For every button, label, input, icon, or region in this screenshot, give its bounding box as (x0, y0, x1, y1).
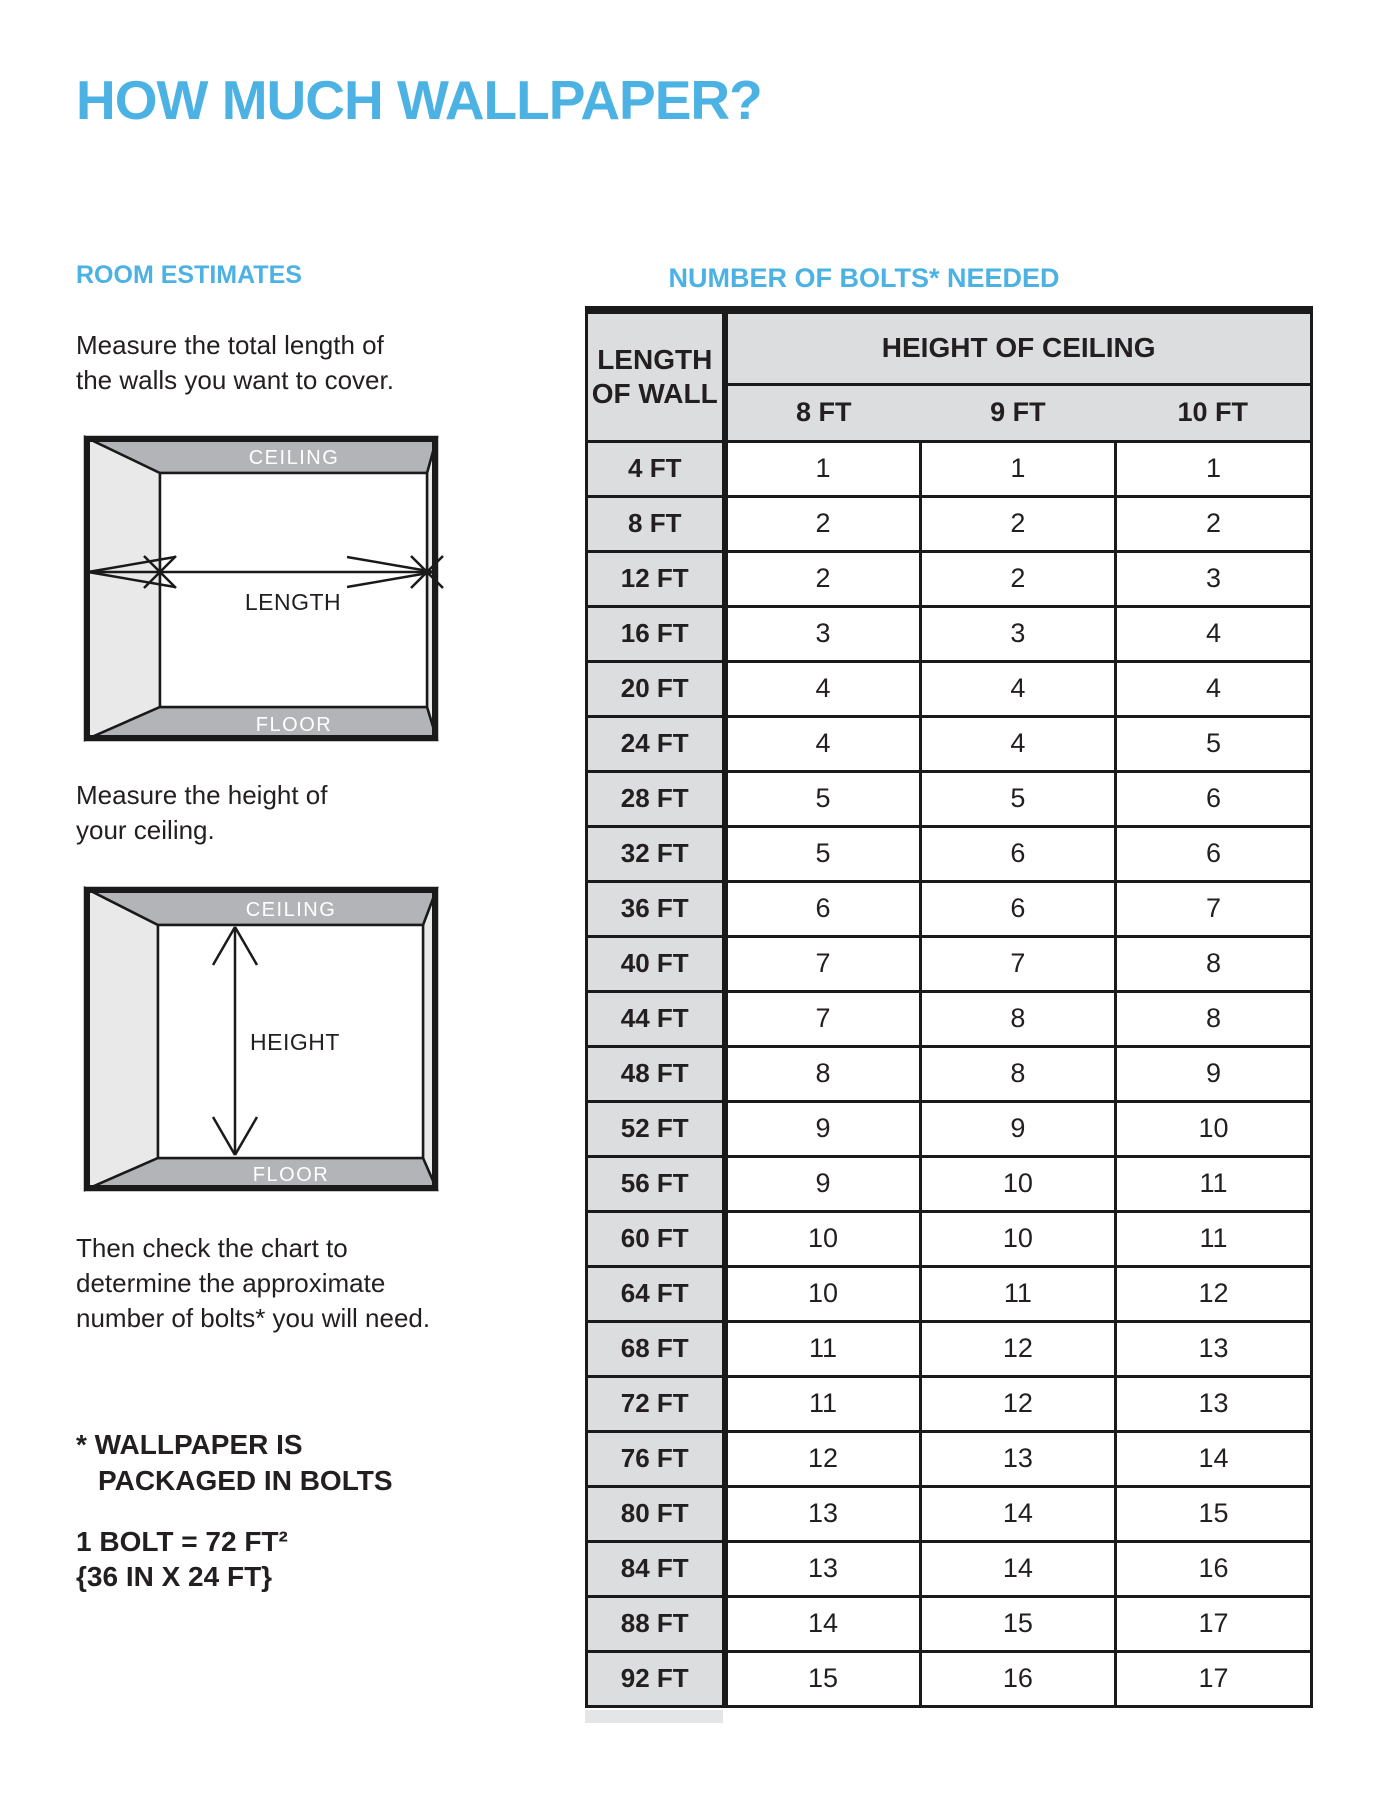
bolt-count-cell: 5 (725, 771, 921, 826)
bolt-count-cell: 14 (1116, 1431, 1312, 1486)
wall-length-cell: 36 FT (587, 881, 725, 936)
table-row (587, 1486, 1312, 1541)
bolt-count-cell: 9 (725, 1156, 921, 1211)
wall-length-cell: 92 FT (587, 1651, 725, 1706)
table-row (587, 1651, 1312, 1706)
wallpaper-footnote-line1: * WALLPAPER IS (76, 1429, 303, 1460)
bolt-count-cell: 4 (920, 716, 1116, 771)
height-label: HEIGHT (250, 1029, 340, 1055)
bolt-spec-line2: {36 IN X 24 FT} (76, 1561, 273, 1592)
bolt-count-cell: 13 (920, 1431, 1116, 1486)
bolt-count-cell: 3 (725, 606, 921, 661)
instruction-step3 (76, 1231, 430, 1336)
bolt-count-cell: 2 (725, 496, 921, 551)
instruction-step1-line2: the walls you want to cover. (76, 365, 394, 395)
table-row (587, 1321, 1312, 1376)
column-header-9ft: 9 FT (920, 384, 1116, 441)
bolt-count-cell: 14 (920, 1541, 1116, 1596)
bolt-count-cell: 8 (1116, 936, 1312, 991)
instruction-step1-line1: Measure the total length of (76, 330, 384, 360)
bolt-count-cell: 2 (920, 496, 1116, 551)
table-row (587, 1046, 1312, 1101)
bolt-count-cell: 9 (1116, 1046, 1312, 1101)
bolt-count-cell: 8 (920, 991, 1116, 1046)
room-length-diagram (85, 437, 437, 740)
bolt-count-cell: 10 (1116, 1101, 1312, 1156)
bolt-count-cell: 8 (725, 1046, 921, 1101)
wall-length-cell: 84 FT (587, 1541, 725, 1596)
bolt-count-cell: 2 (725, 551, 921, 606)
wall-length-cell: 64 FT (587, 1266, 725, 1321)
bolt-count-cell: 17 (1116, 1651, 1312, 1706)
header-row-group (587, 310, 1312, 384)
bolt-count-cell: 11 (725, 1321, 921, 1376)
table-row (587, 1596, 1312, 1651)
bolt-count-cell: 4 (1116, 661, 1312, 716)
wall-length-cell: 80 FT (587, 1486, 725, 1541)
bolt-count-cell: 9 (920, 1101, 1116, 1156)
bolt-count-cell: 8 (920, 1046, 1116, 1101)
table-row (587, 1431, 1312, 1486)
bolt-count-cell: 12 (920, 1321, 1116, 1376)
table-row (587, 991, 1312, 1046)
wall-length-cell: 48 FT (587, 1046, 725, 1101)
room-height-diagram (85, 888, 437, 1190)
wall-length-cell: 20 FT (587, 661, 725, 716)
wall-length-cell: 60 FT (587, 1211, 725, 1266)
table-row (587, 551, 1312, 606)
bolt-count-cell: 15 (725, 1651, 921, 1706)
bolt-count-cell: 8 (1116, 991, 1312, 1046)
wall-length-cell: 40 FT (587, 936, 725, 991)
bolt-count-cell: 16 (920, 1651, 1116, 1706)
bolt-count-cell: 14 (920, 1486, 1116, 1541)
bolt-count-cell: 4 (1116, 606, 1312, 661)
bolt-count-cell: 15 (920, 1596, 1116, 1651)
wall-length-cell: 56 FT (587, 1156, 725, 1211)
bolt-count-cell: 4 (920, 661, 1116, 716)
length-label: LENGTH (244, 589, 342, 615)
bolt-count-cell: 11 (1116, 1211, 1312, 1266)
bolt-count-cell: 3 (920, 606, 1116, 661)
table-row (587, 661, 1312, 716)
bolt-table-heading: NUMBER OF BOLTS* NEEDED (668, 263, 1060, 293)
wall-length-cell: 76 FT (587, 1431, 725, 1486)
bolt-count-cell: 10 (725, 1266, 921, 1321)
left-wall (85, 437, 160, 740)
instruction-step2-line2: your ceiling. (76, 815, 215, 845)
bolt-count-cell: 10 (920, 1156, 1116, 1211)
bolt-count-cell: 12 (1116, 1266, 1312, 1321)
wall-length-cell: 24 FT (587, 716, 725, 771)
bolt-count-cell: 2 (920, 551, 1116, 606)
instruction-step2-line1: Measure the height of (76, 780, 328, 810)
length-of-wall-header (587, 310, 725, 441)
page-title: HOW MUCH WALLPAPER? (76, 69, 762, 131)
bolt-count-cell: 7 (1116, 881, 1312, 936)
length-of-wall-header-line1: LENGTH (597, 343, 713, 375)
table-row (587, 881, 1312, 936)
table-row (587, 606, 1312, 661)
wallpaper-footnote (76, 1427, 393, 1499)
bolt-count-cell: 4 (725, 661, 921, 716)
bolt-count-cell: 7 (920, 936, 1116, 991)
wall-length-cell: 32 FT (587, 826, 725, 881)
bolt-table (585, 306, 1313, 1708)
bolt-count-cell: 6 (1116, 771, 1312, 826)
instruction-step2 (76, 778, 328, 848)
bolt-count-cell: 1 (725, 441, 921, 496)
table-row (587, 1266, 1312, 1321)
table-row (587, 496, 1312, 551)
length-of-wall-header-line2: OF WALL (591, 377, 718, 409)
instruction-step3-line2: determine the approximate (76, 1268, 386, 1298)
instruction-step1 (76, 328, 394, 398)
bolt-count-cell: 4 (725, 716, 921, 771)
bolt-count-cell: 1 (920, 441, 1116, 496)
bolt-count-cell: 7 (725, 991, 921, 1046)
wall-length-cell: 28 FT (587, 771, 725, 826)
wall-length-cell: 68 FT (587, 1321, 725, 1376)
column-header-8ft: 8 FT (725, 384, 921, 441)
bolt-count-cell: 5 (1116, 716, 1312, 771)
table-row (587, 716, 1312, 771)
height-of-ceiling-header: HEIGHT OF CEILING (725, 310, 1312, 384)
bolt-count-cell: 14 (725, 1596, 921, 1651)
table-footer-strip (585, 1710, 723, 1723)
bolt-count-cell: 1 (1116, 441, 1312, 496)
bolt-count-cell: 17 (1116, 1596, 1312, 1651)
bolt-count-cell: 7 (725, 936, 921, 991)
wall-length-cell: 44 FT (587, 991, 725, 1046)
bolt-count-cell: 11 (920, 1266, 1116, 1321)
left-wall (85, 888, 158, 1190)
floor-label: FLOOR (255, 714, 333, 736)
instruction-step3-line1: Then check the chart to (76, 1233, 348, 1263)
wall-length-cell: 12 FT (587, 551, 725, 606)
bolt-count-cell: 3 (1116, 551, 1312, 606)
ceiling-label: CEILING (248, 447, 340, 469)
table-row (587, 826, 1312, 881)
bolt-count-cell: 13 (1116, 1321, 1312, 1376)
wall-length-cell: 8 FT (587, 496, 725, 551)
bolt-count-cell: 9 (725, 1101, 921, 1156)
column-header-10ft: 10 FT (1116, 384, 1312, 441)
wallpaper-footnote-line2: PACKAGED IN BOLTS (98, 1465, 393, 1496)
bolt-count-cell: 12 (920, 1376, 1116, 1431)
bolt-count-cell: 2 (1116, 496, 1312, 551)
table-row (587, 936, 1312, 991)
bolt-count-cell: 11 (725, 1376, 921, 1431)
bolt-count-cell: 13 (725, 1486, 921, 1541)
table-row (587, 441, 1312, 496)
bolt-spec (76, 1524, 288, 1594)
bolt-count-cell: 13 (725, 1541, 921, 1596)
wall-length-cell: 52 FT (587, 1101, 725, 1156)
bolt-count-cell: 6 (920, 881, 1116, 936)
room-estimates-heading: ROOM ESTIMATES (76, 261, 302, 289)
ceiling-label: CEILING (245, 899, 337, 921)
wall-length-cell: 72 FT (587, 1376, 725, 1431)
bolt-count-cell: 5 (725, 826, 921, 881)
bolt-count-cell: 6 (920, 826, 1116, 881)
bolt-count-cell: 16 (1116, 1541, 1312, 1596)
table-row (587, 1101, 1312, 1156)
wall-length-cell: 4 FT (587, 441, 725, 496)
bolt-count-cell: 10 (920, 1211, 1116, 1266)
table-row (587, 1376, 1312, 1431)
floor-label: FLOOR (252, 1164, 330, 1186)
table-row (587, 771, 1312, 826)
bolt-count-cell: 10 (725, 1211, 921, 1266)
bolt-count-cell: 11 (1116, 1156, 1312, 1211)
bolt-count-cell: 6 (1116, 826, 1312, 881)
table-row (587, 1211, 1312, 1266)
bolt-count-cell: 12 (725, 1431, 921, 1486)
instruction-step3-line3: number of bolts* you will need. (76, 1303, 431, 1333)
wall-length-cell: 88 FT (587, 1596, 725, 1651)
bolt-count-cell: 6 (725, 881, 921, 936)
bolt-count-cell: 5 (920, 771, 1116, 826)
bolt-spec-line1: 1 BOLT = 72 FT² (76, 1526, 288, 1557)
wall-length-cell: 16 FT (587, 606, 725, 661)
table-row (587, 1156, 1312, 1211)
bolt-count-cell: 13 (1116, 1376, 1312, 1431)
bolt-table-body (587, 441, 1312, 1706)
table-row (587, 1541, 1312, 1596)
bolt-count-cell: 15 (1116, 1486, 1312, 1541)
